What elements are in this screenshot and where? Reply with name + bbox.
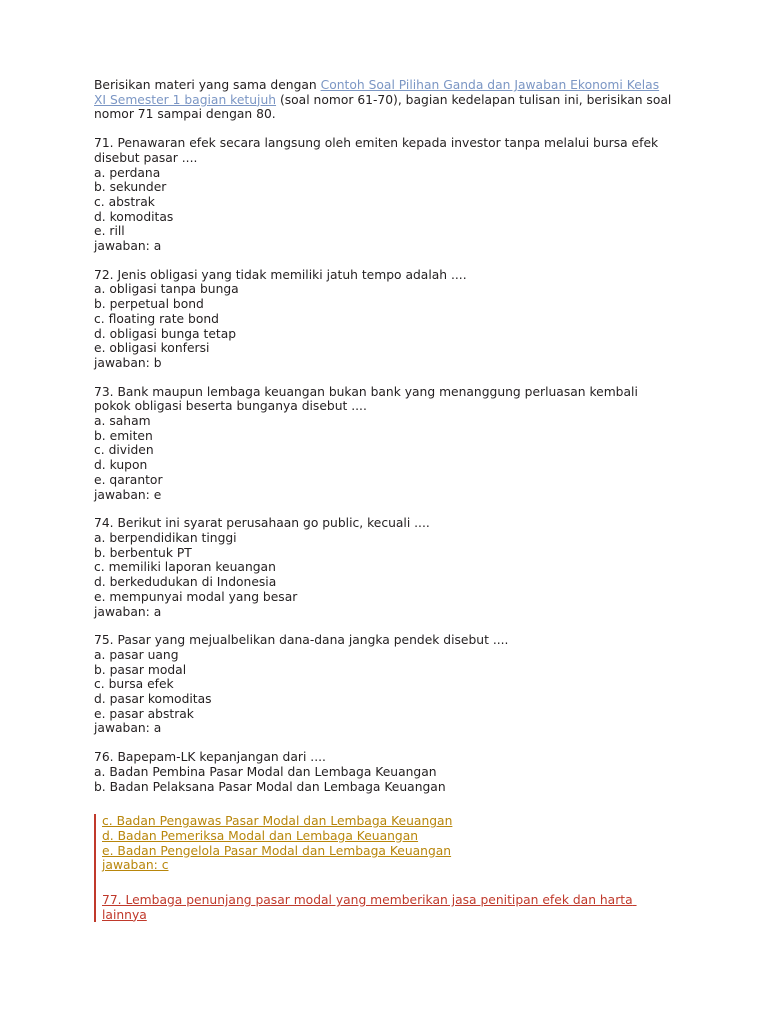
answer-line-highlighted: jawaban: c xyxy=(102,858,169,873)
option-c-highlighted: c. Badan Pengawas Pasar Modal dan Lembaga Keuangan xyxy=(102,814,453,829)
option-e: e. rill xyxy=(94,224,125,239)
option-b: b. berbentuk PT xyxy=(94,545,192,560)
option-b: b. perpetual bond xyxy=(94,297,204,312)
option-d: d. komoditas xyxy=(94,209,174,224)
option-a: a. saham xyxy=(94,414,151,429)
document-body xyxy=(94,78,672,922)
option-a: a. pasar uang xyxy=(94,647,179,662)
option-e: e. mempunyai modal yang besar xyxy=(94,589,298,604)
option-c: c. memiliki laporan keuangan xyxy=(94,560,276,575)
option-e: e. pasar abstrak xyxy=(94,706,194,721)
option-d: d. kupon xyxy=(94,458,148,473)
answer-line: jawaban: a xyxy=(94,721,162,736)
option-c: c. dividen xyxy=(94,443,154,458)
option-b: b. Badan Pelaksana Pasar Modal dan Lembaga Keuangan xyxy=(94,779,446,794)
option-c: c. abstrak xyxy=(94,194,155,209)
answer-line: jawaban: a xyxy=(94,239,162,254)
answer-line: jawaban: b xyxy=(94,355,162,370)
question-block-72 xyxy=(94,268,672,371)
question-text: 72. Jenis obligasi yang tidak memiliki jatuh tempo adalah .... xyxy=(94,267,467,282)
option-c: c. floating rate bond xyxy=(94,311,219,326)
question-block-73 xyxy=(94,385,672,503)
highlight-gap xyxy=(102,873,672,893)
question-block-75 xyxy=(94,633,672,736)
intro-pre-text: Berisikan materi yang sama dengan xyxy=(94,78,321,92)
option-c: c. bursa efek xyxy=(94,677,174,692)
option-e: e. qarantor xyxy=(94,472,163,487)
question-text: 76. Bapepam-LK kepanjangan dari .... xyxy=(94,750,326,765)
question-block-76 xyxy=(94,750,672,794)
question-text-77-highlighted: 77. Lembaga penunjang pasar modal yang memberikan jasa penitipan efek dan harta lainnya xyxy=(102,893,637,922)
highlighted-selection xyxy=(94,814,672,922)
option-e: e. obligasi konfersi xyxy=(94,341,210,356)
option-a: a. obligasi tanpa bunga xyxy=(94,282,239,297)
question-text: 73. Bank maupun lembaga keuangan bukan bank yang menanggung perluasan kembali pokok obligasi beserta bunganya disebut .... xyxy=(94,384,642,414)
related-article-link[interactable]: Contoh Soal Pilihan Ganda dan Jawaban Ekonomi Kelas XI Semester 1 bagian ketujuh xyxy=(94,78,660,107)
option-b: b. sekunder xyxy=(94,180,167,195)
question-block-71 xyxy=(94,136,672,254)
intro-paragraph xyxy=(94,78,672,122)
question-block-74 xyxy=(94,516,672,619)
option-b: b. pasar modal xyxy=(94,662,187,677)
question-text: 74. Berikut ini syarat perusahaan go public, kecuali .... xyxy=(94,516,430,531)
option-d: d. pasar komoditas xyxy=(94,692,212,707)
option-b: b. emiten xyxy=(94,428,153,443)
answer-line: jawaban: e xyxy=(94,487,162,502)
intro-post-text: (soal nomor 61-70), bagian kedelapan tulisan ini, berisikan soal nomor 71 sampai dengan 80. xyxy=(94,92,672,122)
option-d: d. berkedudukan di Indonesia xyxy=(94,575,277,590)
question-text: 71. Penawaran efek secara langsung oleh emiten kepada investor tanpa melalui bursa efek disebut pasar .... xyxy=(94,136,663,165)
option-e-highlighted: e. Badan Pengelola Pasar Modal dan Lembaga Keuangan xyxy=(102,843,452,858)
option-d-highlighted: d. Badan Pemeriksa Modal dan Lembaga Keuangan xyxy=(102,828,419,843)
option-a: a. Badan Pembina Pasar Modal dan Lembaga Keuangan xyxy=(94,764,437,779)
option-d: d. obligasi bunga tetap xyxy=(94,326,237,341)
question-text: 75. Pasar yang mejualbelikan dana-dana jangka pendek disebut .... xyxy=(94,633,509,648)
answer-line: jawaban: a xyxy=(94,604,162,619)
option-a: a. berpendidikan tinggi xyxy=(94,530,237,545)
option-a: a. perdana xyxy=(94,165,161,180)
